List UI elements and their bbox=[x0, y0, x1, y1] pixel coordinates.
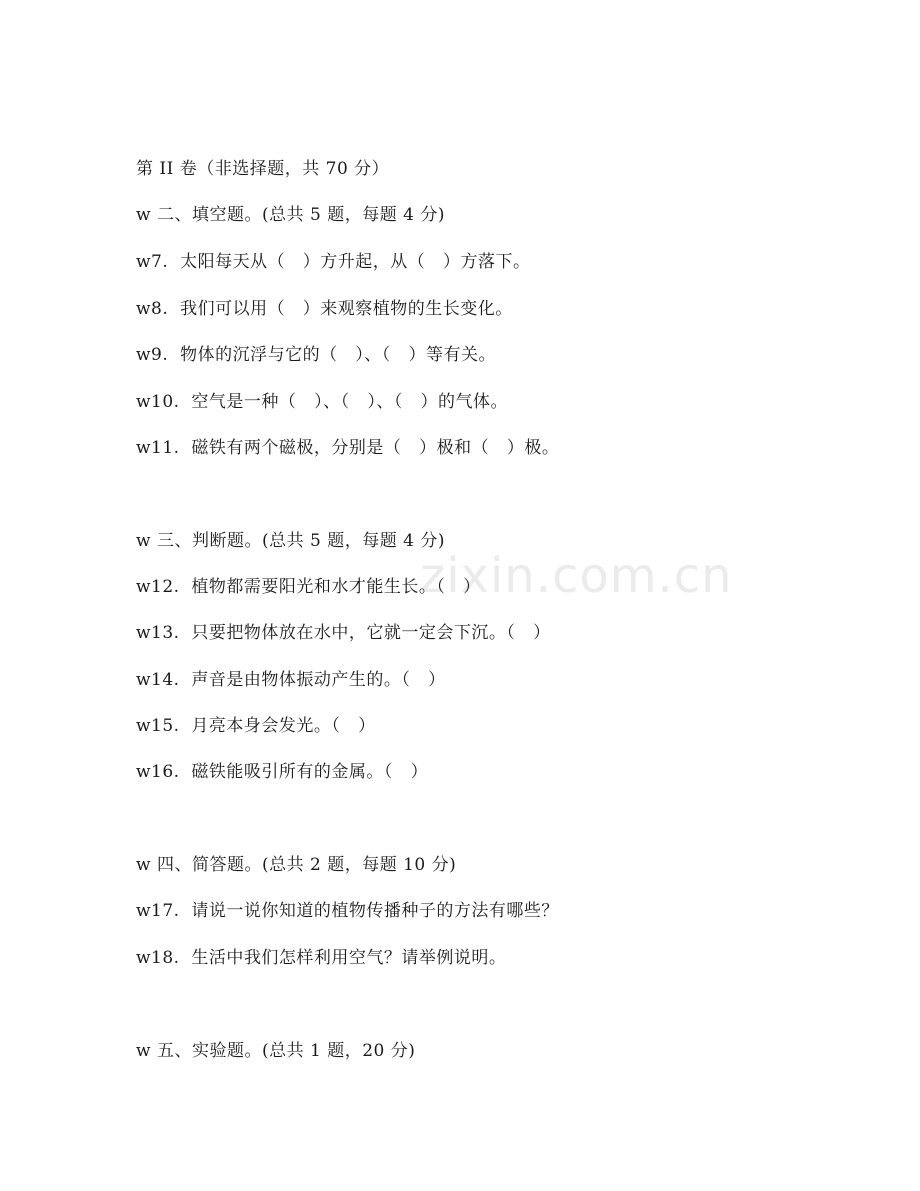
question-item: w7. 太阳每天从（ ）方升起，从（ ）方落下。 bbox=[136, 252, 531, 272]
question-item: w10. 空气是一种（ ）、（ ）、（ ）的气体。 bbox=[136, 392, 509, 412]
question-item: w17. 请说一说你知道的植物传播种子的方法有哪些？ bbox=[136, 901, 559, 921]
question-item: w16. 磁铁能吸引所有的金属。（ ） bbox=[136, 762, 429, 782]
section-heading-fill-blank: w 二、填空题。(总共 5 题，每题 4 分) bbox=[136, 205, 445, 225]
question-item: w12. 植物都需要阳光和水才能生长。（ ） bbox=[136, 577, 481, 597]
watermark-text: zixin.com.cn bbox=[420, 548, 733, 604]
question-item: w15. 月亮本身会发光。（ ） bbox=[136, 716, 376, 736]
section-heading-true-false: w 三、判断题。(总共 5 题，每题 4 分) bbox=[136, 531, 445, 551]
question-item: w9. 物体的沉浮与它的（ ）、（ ）等有关。 bbox=[136, 345, 497, 365]
question-item: w11. 磁铁有两个磁极，分别是（ ）极和（ ）极。 bbox=[136, 438, 560, 458]
section-heading-experiment: w 五、实验题。(总共 1 题，20 分) bbox=[136, 1041, 416, 1061]
question-item: w13. 只要把物体放在水中，它就一定会下沉。（ ） bbox=[136, 623, 551, 643]
section-heading-short-answer: w 四、简答题。(总共 2 题，每题 10 分) bbox=[136, 855, 457, 875]
volume-heading: 第 II 卷（非选择题，共 70 分） bbox=[136, 159, 390, 179]
question-item: w14. 声音是由物体振动产生的。（ ） bbox=[136, 670, 446, 690]
question-item: w18. 生活中我们怎样利用空气？请举例说明。 bbox=[136, 948, 507, 968]
question-item: w8. 我们可以用（ ）来观察植物的生长变化。 bbox=[136, 299, 513, 319]
